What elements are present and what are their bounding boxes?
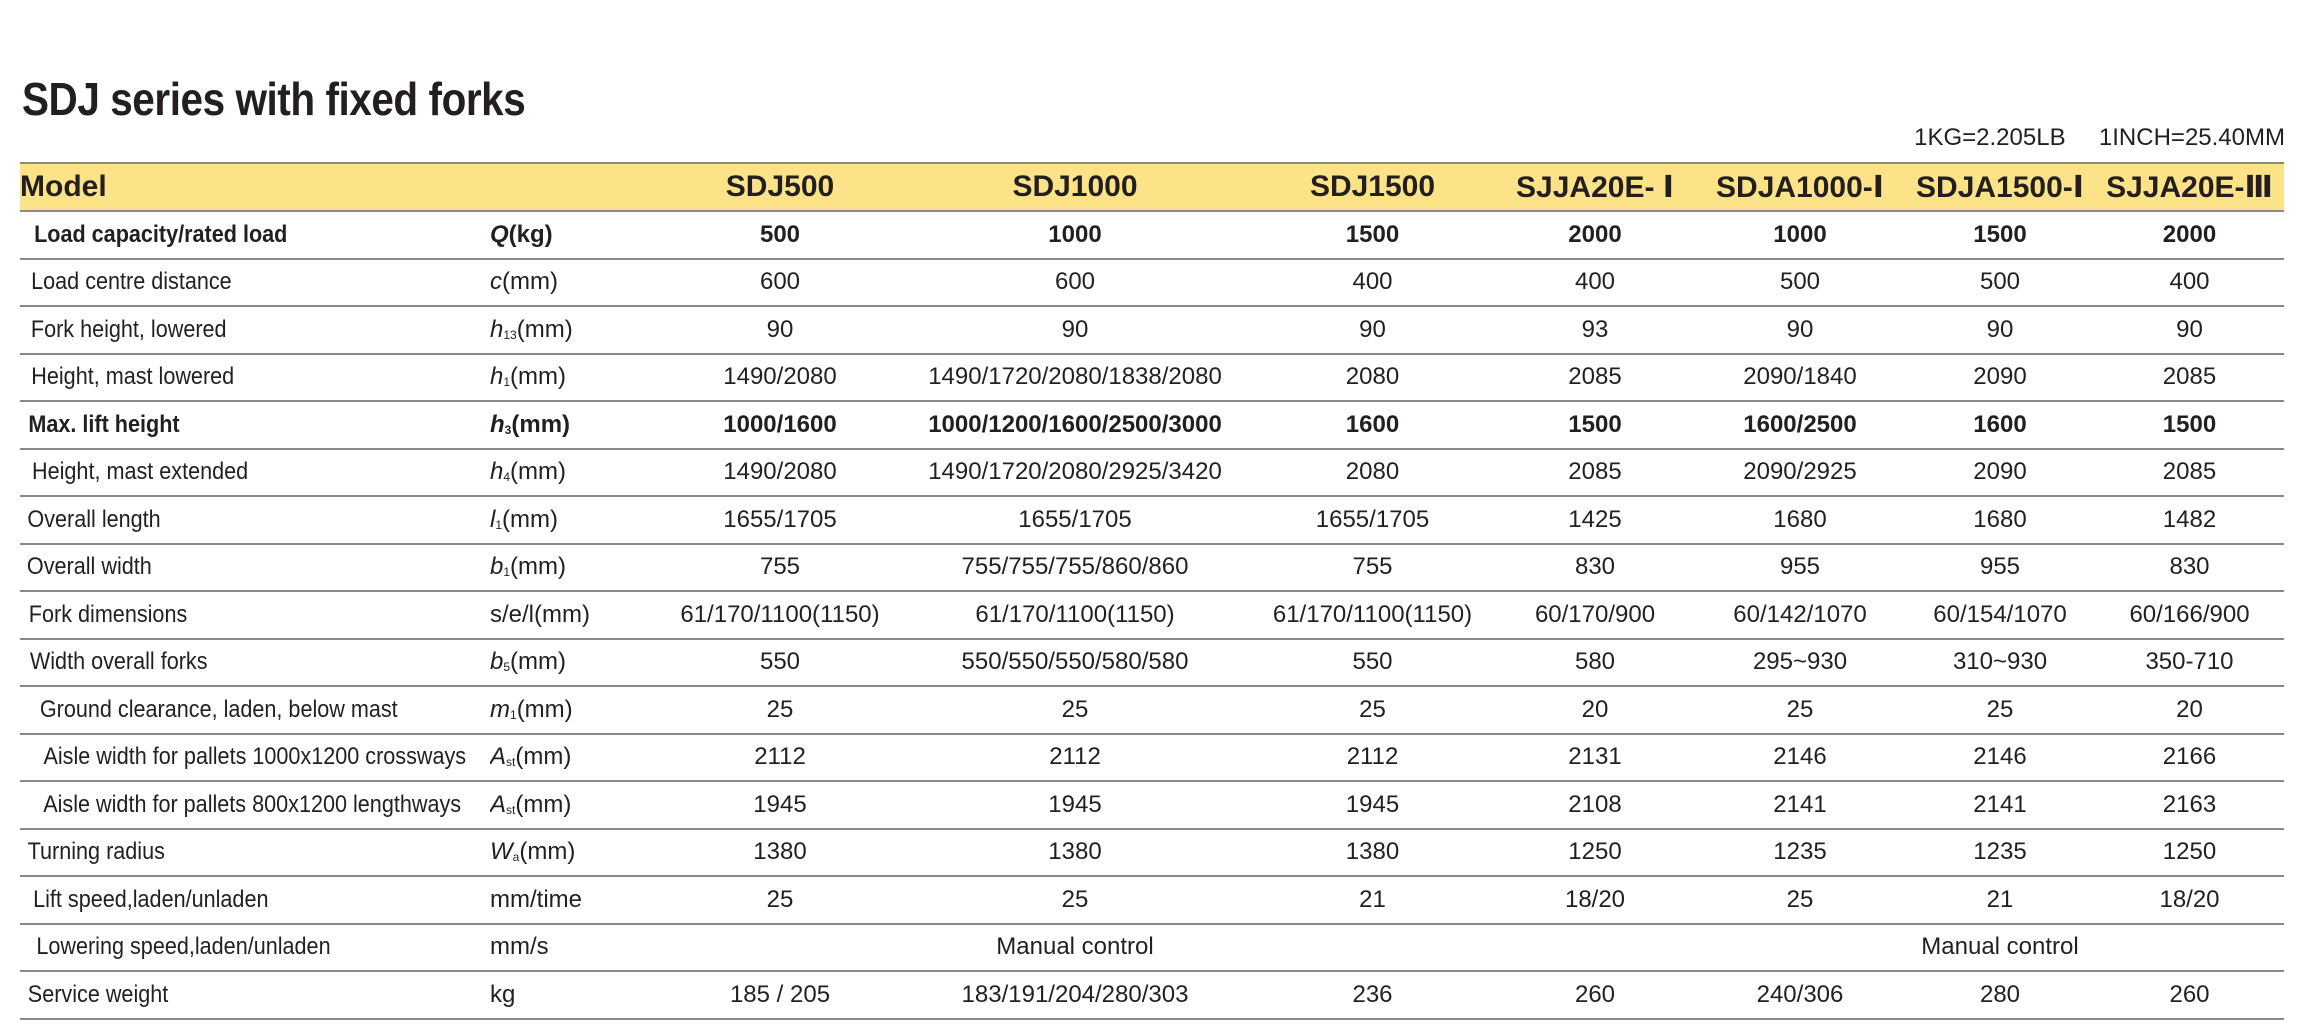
symbol-unit-cell — [490, 544, 660, 592]
symbol-letter: A — [490, 790, 507, 818]
value-cell: 2146 — [1905, 734, 2095, 782]
model-column-header: SDJ1000 — [900, 163, 1250, 211]
value-cell: 955 — [1695, 544, 1905, 592]
parameter-label-text: Fork dimensions — [28, 600, 188, 628]
symbol-letter: A — [490, 743, 507, 771]
parameter-label-text: Load centre distance — [31, 268, 232, 296]
symbol-subscript: a — [512, 850, 520, 865]
value-cell: 236 — [1250, 971, 1495, 1019]
value-cell: 295~930 — [1695, 639, 1905, 687]
parameter-label-text: Height, mast lowered — [31, 363, 235, 391]
unit-text: (mm) — [515, 743, 572, 771]
model-column-header: SDJA1500-Ⅰ — [1905, 163, 2095, 211]
symbol-unit-cell — [490, 259, 660, 307]
value-cell: 2090 — [1905, 449, 2095, 497]
parameter-label-text: Ground clearance, laden, below mast — [39, 695, 398, 723]
symbol-letter: c — [490, 268, 502, 296]
value-cell: 2085 — [1495, 449, 1695, 497]
value-cell: 1425 — [1495, 496, 1695, 544]
parameter-label — [20, 401, 490, 449]
value-cell: 1380 — [660, 829, 900, 877]
symbol-unit-cell — [490, 924, 660, 972]
parameter-label-text: Service weight — [27, 980, 169, 1008]
value-cell: 260 — [1495, 971, 1695, 1019]
value-cell: 61/170/1100(1150) — [660, 591, 900, 639]
page-title: SDJ series with fixed forks — [22, 73, 526, 125]
symbol-letter: h — [490, 315, 504, 343]
value-cell: 1490/2080 — [660, 354, 900, 402]
symbol-unit-cell — [490, 401, 660, 449]
value-cell: 25 — [1905, 686, 2095, 734]
value-cell: 25 — [900, 876, 1250, 924]
value-cell: 260 — [2095, 971, 2284, 1019]
value-cell: 550 — [1250, 639, 1495, 687]
parameter-label — [20, 449, 490, 497]
value-cell: 830 — [2095, 544, 2284, 592]
symbol-unit-cell — [490, 449, 660, 497]
value-cell: 1380 — [900, 829, 1250, 877]
parameter-label — [20, 971, 490, 1019]
table-row — [20, 496, 2284, 544]
value-cell: 1500 — [2095, 401, 2284, 449]
parameter-label — [20, 686, 490, 734]
table-row — [20, 259, 2284, 307]
value-cell: 60/170/900 — [1495, 591, 1695, 639]
parameter-label — [20, 876, 490, 924]
value-cell: 25 — [660, 876, 900, 924]
unit-text: s/e/l(mm) — [490, 600, 590, 628]
value-cell: 18/20 — [1495, 876, 1695, 924]
value-cell: 550/550/550/580/580 — [900, 639, 1250, 687]
value-cell: 2090/1840 — [1695, 354, 1905, 402]
value-cell: 185 / 205 — [660, 971, 900, 1019]
symbol-unit-cell — [490, 829, 660, 877]
value-cell: 500 — [1905, 259, 2095, 307]
symbol-subscript: st — [506, 802, 516, 817]
model-column-header: SJJA20E-Ⅲ — [2095, 163, 2284, 211]
value-cell: 2090 — [1905, 354, 2095, 402]
model-column-header: SDJA1000-Ⅰ — [1695, 163, 1905, 211]
symbol-letter: W — [490, 838, 513, 866]
parameter-label — [20, 306, 490, 354]
symbol-subscript: 1 — [503, 375, 511, 390]
value-cell: 90 — [2095, 306, 2284, 354]
symbol-subscript: 1 — [495, 517, 503, 532]
value-cell: 2112 — [1250, 734, 1495, 782]
table-row — [20, 449, 2284, 497]
parameter-label-text: Height, mast extended — [32, 458, 249, 486]
value-cell: 1500 — [1250, 211, 1495, 259]
unit-text: mm/time — [490, 885, 582, 913]
parameter-label-text: Load capacity/rated load — [34, 220, 288, 248]
parameter-label — [20, 639, 490, 687]
value-cell: 2000 — [1495, 211, 1695, 259]
parameter-label — [20, 544, 490, 592]
value-cell: 2146 — [1695, 734, 1905, 782]
symbol-unit-cell — [490, 971, 660, 1019]
value-cell: 2131 — [1495, 734, 1695, 782]
symbol-subscript: 1 — [510, 707, 517, 722]
value-cell — [1250, 924, 1495, 972]
symbol-unit-cell — [490, 354, 660, 402]
value-cell — [660, 924, 900, 972]
value-cell: 90 — [1695, 306, 1905, 354]
value-cell: 2080 — [1250, 354, 1495, 402]
symbol-letter: Q — [490, 220, 509, 248]
symbol-letter: m — [490, 695, 510, 723]
parameter-label-text: Lowering speed,laden/unladen — [36, 933, 331, 961]
value-cell: 400 — [1495, 259, 1695, 307]
symbol-header-cell — [490, 163, 660, 211]
value-cell: 1655/1705 — [660, 496, 900, 544]
value-cell: 1945 — [1250, 781, 1495, 829]
value-cell: 955 — [1905, 544, 2095, 592]
table-row — [20, 924, 2284, 972]
parameter-label — [20, 781, 490, 829]
value-cell: 90 — [660, 306, 900, 354]
value-cell: 2108 — [1495, 781, 1695, 829]
table-row — [20, 829, 2284, 877]
value-cell: 1482 — [2095, 496, 2284, 544]
parameter-label — [20, 829, 490, 877]
symbol-unit-cell — [490, 639, 660, 687]
unit-text: (mm) — [510, 363, 567, 391]
parameter-label-text: Lift speed,laden/unladen — [33, 885, 269, 913]
value-cell: 1945 — [900, 781, 1250, 829]
value-cell: 1000 — [900, 211, 1250, 259]
value-cell: 500 — [660, 211, 900, 259]
model-column-header: SJJA20E- Ⅰ — [1495, 163, 1695, 211]
value-cell: 1250 — [1495, 829, 1695, 877]
unit-text: (mm) — [510, 553, 567, 581]
table-row — [20, 591, 2284, 639]
value-cell: 2090/2925 — [1695, 449, 1905, 497]
parameter-label-text: Aisle width for pallets 800x1200 lengthways — [43, 790, 462, 818]
value-cell: 830 — [1495, 544, 1695, 592]
value-cell: 2085 — [2095, 449, 2284, 497]
value-cell: 1250 — [2095, 829, 2284, 877]
value-cell: 350-710 — [2095, 639, 2284, 687]
unit-conversion-note: 1KG=2.205LB 1INCH=25.40MM — [1914, 124, 2285, 151]
value-cell: 755/755/755/860/860 — [900, 544, 1250, 592]
unit-text: (mm) — [516, 315, 573, 343]
model-column-header: SDJ1500 — [1250, 163, 1495, 211]
table-row — [20, 401, 2284, 449]
value-cell: 2000 — [2095, 211, 2284, 259]
value-cell: 1490/2080 — [660, 449, 900, 497]
value-cell: 25 — [1250, 686, 1495, 734]
value-cell: 60/142/1070 — [1695, 591, 1905, 639]
value-cell: 240/306 — [1695, 971, 1905, 1019]
value-cell: 2085 — [1495, 354, 1695, 402]
value-cell: 60/154/1070 — [1905, 591, 2095, 639]
value-cell: 90 — [1905, 306, 2095, 354]
model-header-label: Model — [20, 163, 490, 211]
value-cell: 1600 — [1250, 401, 1495, 449]
value-cell: 18/20 — [2095, 876, 2284, 924]
value-cell: 2141 — [1695, 781, 1905, 829]
value-cell: 2141 — [1905, 781, 2095, 829]
value-cell: 90 — [1250, 306, 1495, 354]
value-cell: 400 — [1250, 259, 1495, 307]
value-cell: Manual control — [900, 924, 1250, 972]
parameter-label-text: Overall length — [27, 505, 161, 533]
value-cell: 1490/1720/2080/1838/2080 — [900, 354, 1250, 402]
value-cell: 600 — [660, 259, 900, 307]
symbol-letter: h — [490, 363, 504, 391]
table-row — [20, 876, 2284, 924]
value-cell: 310~930 — [1905, 639, 2095, 687]
symbol-subscript: 13 — [503, 327, 517, 342]
value-cell — [1495, 924, 1695, 972]
value-cell — [2095, 924, 2284, 972]
symbol-unit-cell — [490, 686, 660, 734]
symbol-subscript: 5 — [503, 660, 511, 675]
table-row — [20, 639, 2284, 687]
value-cell: 1000/1600 — [660, 401, 900, 449]
value-cell: 61/170/1100(1150) — [1250, 591, 1495, 639]
unit-text: (mm) — [502, 505, 558, 533]
value-cell: 1680 — [1695, 496, 1905, 544]
table-row — [20, 734, 2284, 782]
table-row — [20, 686, 2284, 734]
unit-text: (mm) — [510, 458, 567, 486]
value-cell: 2085 — [2095, 354, 2284, 402]
value-cell: 1500 — [1495, 401, 1695, 449]
symbol-unit-cell — [490, 876, 660, 924]
specification-table — [20, 162, 2284, 1020]
unit-text: (kg) — [508, 220, 553, 248]
value-cell: 600 — [900, 259, 1250, 307]
value-cell: 400 — [2095, 259, 2284, 307]
symbol-unit-cell — [490, 591, 660, 639]
value-cell: 25 — [1695, 686, 1905, 734]
value-cell: Manual control — [1905, 924, 2095, 972]
symbol-subscript: 3 — [504, 422, 512, 437]
parameter-label — [20, 354, 490, 402]
value-cell: 20 — [1495, 686, 1695, 734]
unit-text: (mm) — [511, 410, 571, 438]
symbol-unit-cell — [490, 781, 660, 829]
table-body — [20, 211, 2284, 1019]
unit-text: (mm) — [515, 790, 572, 818]
parameter-label — [20, 211, 490, 259]
value-cell: 20 — [2095, 686, 2284, 734]
symbol-unit-cell — [490, 306, 660, 354]
symbol-letter: b — [490, 648, 504, 676]
symbol-letter: b — [490, 553, 504, 581]
value-cell: 93 — [1495, 306, 1695, 354]
value-cell: 1235 — [1905, 829, 2095, 877]
parameter-label-text: Max. lift height — [28, 410, 180, 438]
unit-text: (mm) — [516, 695, 573, 723]
value-cell: 1945 — [660, 781, 900, 829]
value-cell: 1600 — [1905, 401, 2095, 449]
value-cell: 21 — [1905, 876, 2095, 924]
symbol-letter: l — [490, 505, 496, 533]
value-cell: 90 — [900, 306, 1250, 354]
value-cell: 2080 — [1250, 449, 1495, 497]
symbol-subscript: st — [506, 755, 516, 770]
symbol-unit-cell — [490, 734, 660, 782]
value-cell: 1680 — [1905, 496, 2095, 544]
value-cell: 755 — [660, 544, 900, 592]
parameter-label — [20, 734, 490, 782]
parameter-label — [20, 591, 490, 639]
symbol-unit-cell — [490, 211, 660, 259]
table-row — [20, 211, 2284, 259]
value-cell: 2112 — [900, 734, 1250, 782]
table-row — [20, 544, 2284, 592]
value-cell: 60/166/900 — [2095, 591, 2284, 639]
parameter-label-text: Width overall forks — [29, 648, 208, 676]
value-cell: 280 — [1905, 971, 2095, 1019]
table-row — [20, 971, 2284, 1019]
table-header — [20, 163, 2284, 211]
unit-text: (mm) — [510, 648, 567, 676]
value-cell: 1500 — [1905, 211, 2095, 259]
parameter-label-text: Fork height, lowered — [30, 315, 227, 343]
table-row — [20, 354, 2284, 402]
value-cell: 183/191/204/280/303 — [900, 971, 1250, 1019]
value-cell: 2112 — [660, 734, 900, 782]
value-cell: 1000/1200/1600/2500/3000 — [900, 401, 1250, 449]
parameter-label-text: Overall width — [26, 553, 152, 581]
table-row — [20, 306, 2284, 354]
value-cell: 25 — [1695, 876, 1905, 924]
value-cell: 580 — [1495, 639, 1695, 687]
value-cell: 1600/2500 — [1695, 401, 1905, 449]
parameter-label — [20, 496, 490, 544]
value-cell: 1235 — [1695, 829, 1905, 877]
value-cell: 2163 — [2095, 781, 2284, 829]
value-cell: 500 — [1695, 259, 1905, 307]
unit-text: (mm) — [519, 838, 576, 866]
parameter-label — [20, 259, 490, 307]
value-cell: 1655/1705 — [1250, 496, 1495, 544]
value-cell: 755 — [1250, 544, 1495, 592]
unit-text: (mm) — [502, 268, 558, 296]
value-cell: 1490/1720/2080/2925/3420 — [900, 449, 1250, 497]
model-column-header: SDJ500 — [660, 163, 900, 211]
unit-text: kg — [490, 980, 516, 1008]
unit-text: mm/s — [490, 933, 549, 961]
symbol-unit-cell — [490, 496, 660, 544]
table-row — [20, 781, 2284, 829]
value-cell: 25 — [900, 686, 1250, 734]
value-cell: 550 — [660, 639, 900, 687]
parameter-label-text: Aisle width for pallets 1000x1200 crossways — [43, 743, 467, 771]
value-cell: 21 — [1250, 876, 1495, 924]
value-cell: 2166 — [2095, 734, 2284, 782]
symbol-letter: h — [490, 458, 504, 486]
symbol-subscript: 1 — [503, 565, 511, 580]
symbol-subscript: 4 — [503, 470, 511, 485]
parameter-label — [20, 924, 490, 972]
parameter-label-text: Turning radius — [27, 838, 165, 866]
value-cell: 1655/1705 — [900, 496, 1250, 544]
symbol-letter: h — [490, 410, 505, 438]
value-cell: 1380 — [1250, 829, 1495, 877]
value-cell: 25 — [660, 686, 900, 734]
value-cell: 1000 — [1695, 211, 1905, 259]
value-cell: 61/170/1100(1150) — [900, 591, 1250, 639]
header-row — [20, 163, 2284, 211]
value-cell — [1695, 924, 1905, 972]
